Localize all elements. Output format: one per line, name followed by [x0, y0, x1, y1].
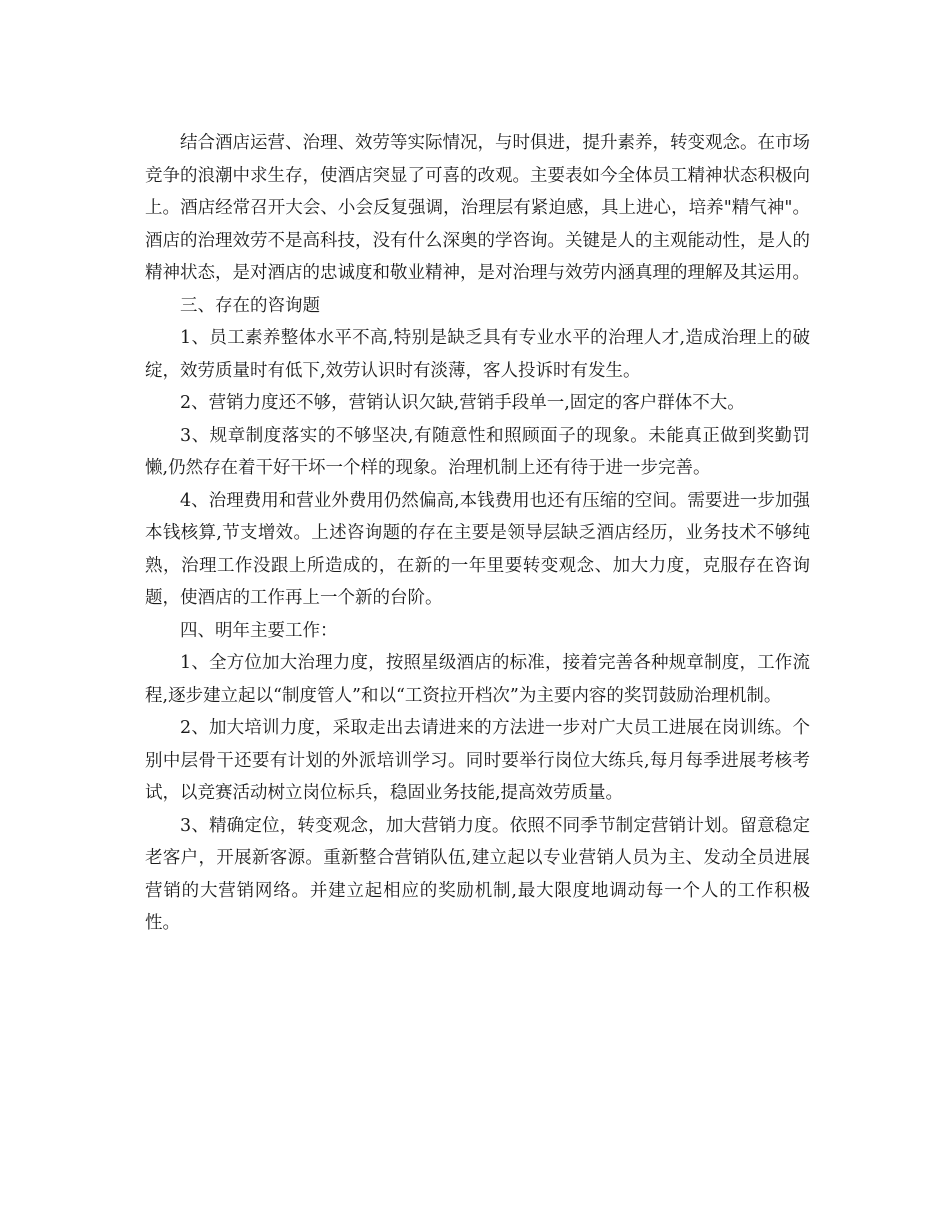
- section-heading-plans: 四、明年主要工作：: [180, 620, 338, 641]
- issue-item-3: 3、规章制度落实的不够坚决,有随意性和照顾面子的现象。未能真正做到奖勤罚懒,仍然存在着干好干坏一个样的现象。治理机制上还有待于进一步完善。: [145, 425, 810, 478]
- plan-item-3: 3、精确定位，转变观念，加大营销力度。依照不同季节制定营销计划。留意稳定老客户，开展新客源。重新整合营销队伍,建立起以专业营销人员为主、发动全员进展营销的大营销网络。并建立起相应的奖励机制,最大限度地调动每一个人的工作积极性。: [145, 815, 810, 933]
- plan-item-1: 1、全方位加大治理力度，按照星级酒店的标准，接着完善各种规章制度，工作流程,逐步建立起以“制度管人”和以“工资拉开档次”为主要内容的奖罚鼓励治理机制。: [145, 653, 810, 706]
- issue-item-4: 4、治理费用和营业外费用仍然偏高,本钱费用也还有压缩的空间。需要进一步加强本钱核算,节支增效。上述咨询题的存在主要是领导层缺乏酒店经历，业务技术不够纯熟，治理工作没跟上所造成的，在新的一年里要转变观念、加大力度，克服存在咨询题，使酒店的工作再上一个新的台阶。: [145, 490, 810, 608]
- section-heading-issues: 三、存在的咨询题: [180, 295, 320, 316]
- issue-item-1: 1、员工素养整体水平不高,特别是缺乏具有专业水平的治理人才,造成治理上的破绽，效劳质量时有低下,效劳认识时有淡薄，客人投诉时有发生。: [145, 328, 810, 381]
- plan-item-2: 2、加大培训力度，采取走出去请进来的方法进一步对广大员工进展在岗训练。个别中层骨干还要有计划的外派培训学习。同时要举行岗位大练兵,每月每季进展考核考试，以竞赛活动树立岗位标兵，稳固业务技能,提高效劳质量。: [145, 718, 810, 803]
- document-page: [145, 127, 810, 940]
- issue-item-2: 2、营销力度还不够，营销认识欠缺,营销手段单一,固定的客户群体不大。: [180, 393, 745, 413]
- paragraph-intro: 结合酒店运营、治理、效劳等实际情况，与时俱进，提升素养，转变观念。在市场竞争的浪潮中求生存，使酒店突显了可喜的改观。主要表如今全体员工精神状态积极向上。酒店经常召开大会、小会反复强调，治理层有紧迫感，具上进心，培养"精气神"。酒店的治理效劳不是高科技，没有什么深奥的学咨询。关键是人的主观能动性，是人的精神状态，是对酒店的忠诚度和敬业精神，是对治理与效劳内涵真理的理解及其运用。: [145, 133, 810, 283]
